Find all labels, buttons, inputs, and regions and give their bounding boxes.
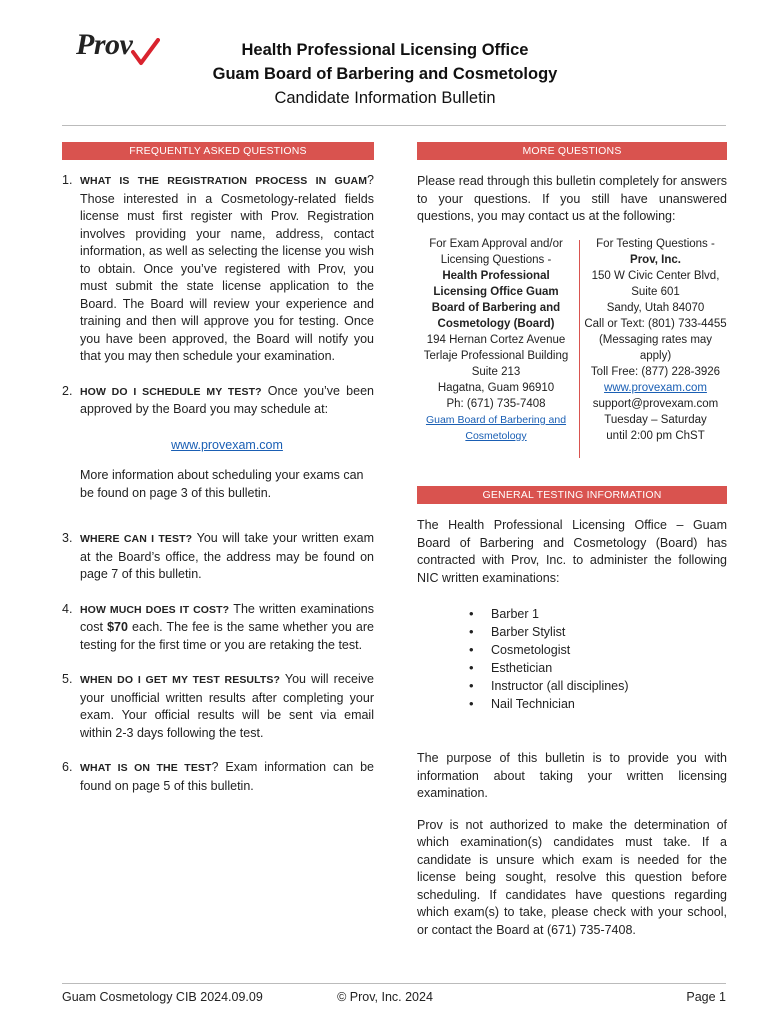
faq-body (80, 530, 374, 584)
footer-copyright: © Prov, Inc. 2024 (337, 990, 433, 1004)
header-office: Health Professional Licensing Office (241, 41, 529, 59)
prov-contact-heading: For Testing Questions - (596, 238, 715, 250)
exam-item: • Esthetician (469, 659, 727, 677)
contact-blocks (417, 236, 727, 458)
faq-list (62, 172, 374, 812)
board-name: Health Professional Licensing Office Guam Board of Barbering and Cosmetology (Board) (431, 270, 561, 330)
faq-question: HOW DO I SCHEDULE MY TEST? (80, 385, 262, 398)
exam-price: $70 (107, 620, 128, 634)
prov-address-2: Suite 601 (631, 286, 680, 298)
faq-answer: You will receive your unofficial written results after completing your exam. Your official results will be sent via email within 2-3 days following the test. (80, 672, 374, 740)
faq-question: WHERE CAN I TEST? (80, 533, 193, 545)
prov-messaging-note: (Messaging rates may apply) (598, 334, 713, 362)
purpose-text: The purpose of this bulletin is to provide you with information about taking your written licensing examination. (417, 751, 727, 800)
faq-answer-pre: The written examinations cost (80, 601, 374, 634)
faq-body (80, 383, 374, 468)
scheduling-info: More information about scheduling your exams can be found on page 3 of this bulletin. (80, 468, 364, 500)
prov-days: Tuesday – Saturday (604, 414, 707, 426)
faq-number: 6. (62, 760, 73, 774)
faq-answer: Once you’ve been approved by the Board you may schedule at: (80, 383, 374, 416)
faq-body (80, 759, 374, 795)
prov-hours: until 2:00 pm ChST (606, 430, 705, 442)
exam-item: • Instructor (all disciplines) (469, 677, 727, 695)
faq-item (62, 759, 374, 795)
more-questions-intro (417, 173, 727, 240)
faq-item (62, 530, 374, 584)
board-address-4: Hagatna, Guam 96910 (437, 382, 555, 394)
faq-item (62, 383, 374, 468)
prov-name: Prov, Inc. (630, 254, 681, 266)
faq-item (62, 172, 374, 366)
prov-toll-free: Toll Free: (877) 228-3926 (590, 366, 721, 378)
faq-number: 3. (62, 531, 73, 545)
faq-item (62, 601, 374, 655)
more-intro-text: Please read through this bulletin completely for answers to your questions. If you still have unanswered questions, you may contact us at the following: (417, 174, 727, 223)
faq-number: 2. (62, 383, 73, 398)
faq-section-header: FREQUENTLY ASKED QUESTIONS (62, 142, 374, 160)
header-divider (62, 125, 726, 126)
general-info-section-header: GENERAL TESTING INFORMATION (417, 486, 727, 504)
header-board: Guam Board of Barbering and Cosmetology (212, 65, 558, 83)
faq-number: 1. (62, 173, 73, 187)
footer-divider (62, 983, 726, 984)
faq-question: WHAT IS THE REGISTRATION PROCESS IN GUAM (80, 175, 368, 187)
exam-item: • Cosmetologist (469, 641, 727, 659)
prov-contact (580, 236, 727, 458)
prov-address-1: 150 W Civic Center Blvd, (591, 270, 720, 282)
exam-list (469, 605, 727, 713)
more-questions-section-header: MORE QUESTIONS (417, 142, 727, 160)
faq-body (80, 172, 374, 366)
faq-number: 4. (62, 601, 73, 616)
board-address-1: 194 Hernan Cortez Avenue (426, 334, 566, 346)
general-intro-text: The Health Professional Licensing Office – Guam Board of Barbering and Cosmetology (Board) has contracted with Prov, Inc. to administer the following NIC written examinations: (417, 518, 727, 585)
footer-document-id: Guam Cosmetology CIB 2024.09.09 (62, 990, 263, 1004)
board-address-3: Suite 213 (471, 366, 521, 378)
board-phone: Ph: (671) 735-7408 (446, 398, 546, 410)
faq-question: WHEN DO I GET MY TEST RESULTS? (80, 674, 280, 686)
authorization-notice: Prov is not authorized to make the determination of which examination(s) candidates must take. If a candidate is unsure which exam is needed for the license being sought, resolve this question before scheduling. If candidates have questions regarding which exam(s) to take, please check with your school, or contact the Board at (671) 735-7408. (417, 817, 727, 937)
logo-text: Prov (76, 28, 133, 61)
prov-address-3: Sandy, Utah 84070 (606, 302, 705, 314)
faq-answer: each. The fee is the same whether you are testing for the first time or you are retaking the test. (80, 620, 374, 652)
document-header (0, 28, 770, 110)
faq-body (80, 671, 374, 742)
prov-call-text: Call or Text: (801) 733-4455 (584, 318, 727, 330)
prov-website-link[interactable]: www.provexam.com (604, 382, 707, 394)
faq-answer: You will take your written exam at the Board’s office, the address may be found on page 7 of this bulletin. (80, 531, 374, 581)
exam-item: • Barber 1 (469, 605, 727, 623)
exam-item: • Nail Technician (469, 695, 727, 713)
faq-item (62, 671, 374, 742)
exam-item: • Barber Stylist (469, 623, 727, 641)
header-bulletin: Candidate Information Bulletin (274, 89, 496, 107)
faq-question: HOW MUCH DOES IT COST? (80, 603, 230, 616)
faq-body (80, 601, 374, 655)
faq-question: WHAT IS ON THE TEST (80, 762, 212, 774)
provexam-link[interactable]: www.provexam.com (171, 437, 283, 452)
faq-number: 5. (62, 672, 73, 686)
faq-answer: ? Those interested in a Cosmetology-related fields license must first register with Prov. Registration involves providing your name, address, contact information, as well as selecting the license you wish to obtain. Once you’ve registered with Prov, you must submit the state license application to the Board. The Board will review your experience and training and then will approve you for testing. Once you have been approved, the Board will notify you that you may then schedule your examination. (80, 173, 374, 363)
footer-page-number: Page 1 (686, 990, 726, 1004)
board-website-link[interactable]: Guam Board of Barbering and Cosmetology (425, 414, 567, 442)
prov-email[interactable]: support@provexam.com (592, 398, 719, 410)
board-contact (417, 236, 579, 458)
board-address-2: Terlaje Professional Building (423, 350, 569, 362)
faq-answer: ? Exam information can be found on page 5 of this bulletin. (80, 760, 374, 793)
board-contact-heading: For Exam Approval and/or Licensing Questions - (429, 238, 563, 266)
general-info (417, 517, 727, 953)
